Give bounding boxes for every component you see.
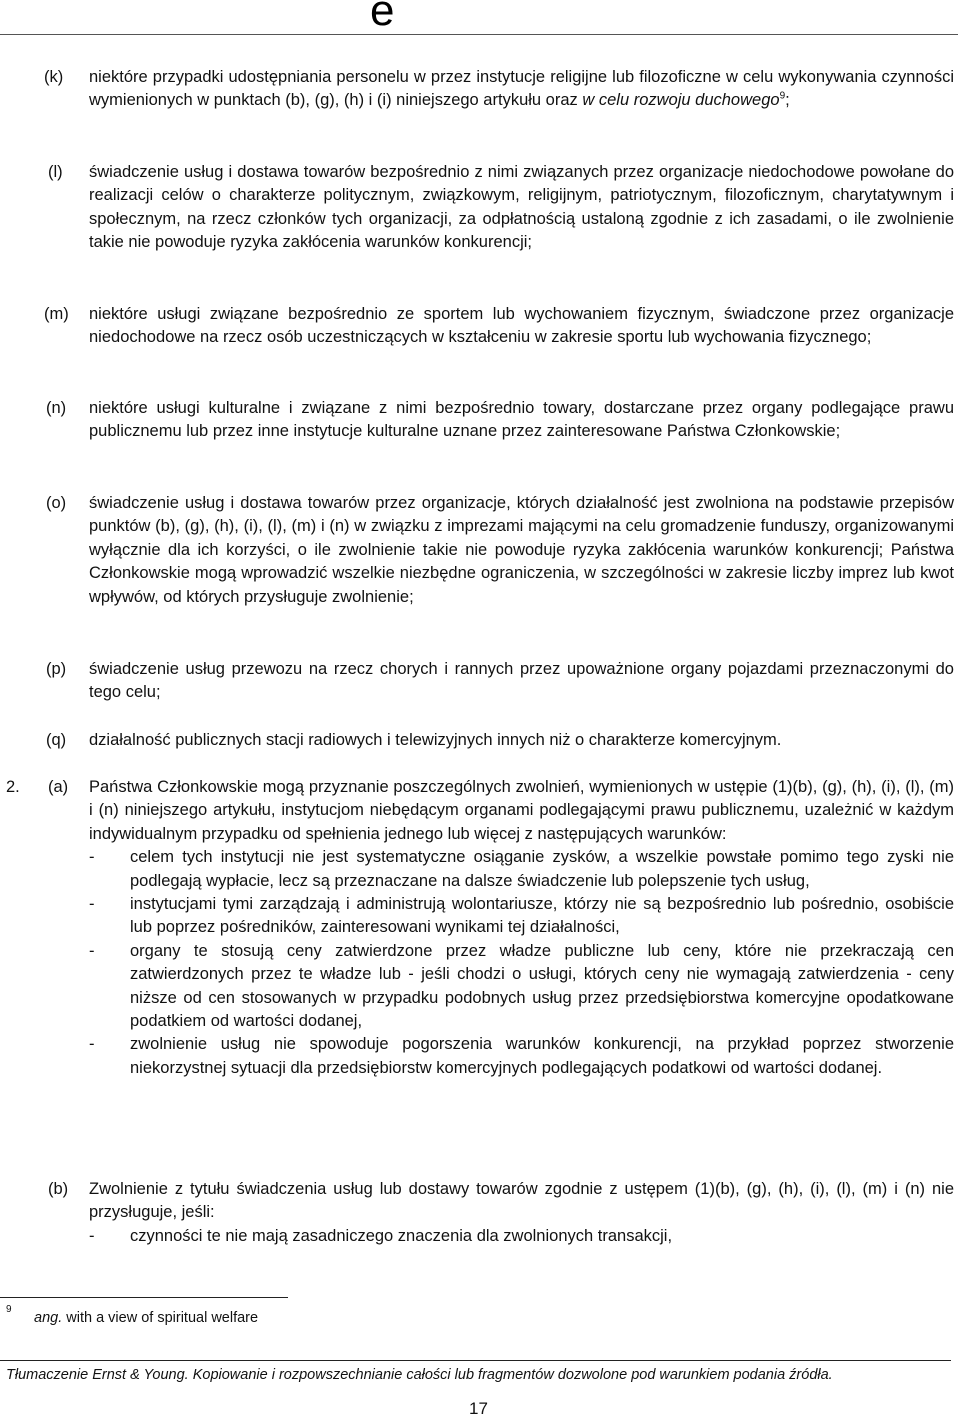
- logo-mark: e: [370, 0, 395, 35]
- item-label: (o): [46, 494, 67, 512]
- page-number: 17: [469, 1399, 488, 1418]
- footer-rule: [0, 1360, 951, 1361]
- item-text: [89, 776, 954, 1080]
- item-label: (q): [46, 731, 67, 749]
- dash-bullet: -: [89, 895, 95, 914]
- item-label: (a): [48, 778, 69, 796]
- dash-list-item: - instytucjami tymi zarządzają i administrują wolontariusze, którzy nie są bezpośrednio lub pośrednio, osobiście lub poprzez pośredników, zainteresowani wynikami tej działalności,: [89, 895, 954, 937]
- dash-list-item: - organy te stosują ceny zatwierdzone przez władze publiczne lub ceny, które nie przekraczają cen zatwierdzonych przez te władze lub - jeśli chodzi o usługi, których ceny nie wymagają zatwierdzenia - ceny niższe od cen stosowanych w przypadku podobnych usług przez przedsiębiorstwa komercyjne opodatkowane podatkiem od wartości dodanej,: [89, 941, 954, 1031]
- section-2b-intro: Zwolnienie z tytułu świadczenia usług lub dostawy towarów zgodnie z ustępem (1)(b), (g), (h), (i), (l), (m) i (n) nie przysługuje, jeśli:: [89, 1180, 954, 1222]
- item-text: niektóre przypadki udostępniania personelu w przez instytucje religijne lub filozoficzne w celu wykonywania czynności wymienionych w punktach (b), (g), (h) i (i) niniejszego artykułu oraz w celu rozwoju duchowego$^9$;: [89, 68, 954, 110]
- item-text: świadczenie usług i dostawa towarów bezpośrednio z nimi związanych przez organizacje niedochodowe powołane do realizacji celów o charakterze politycznym, związkowym, religijnym, patriotycznym, filozoficznym, charytatywnym i społecznym, na rzecz członków tych organizacji, za odpłatnością ustaloną zgodnie z ich zasadami, o ile zwolnienie takie nie powoduje ryzyka zakłócenia warunków konkurencji;: [89, 163, 954, 252]
- dash-list-item: - zwolnienie usług nie spowoduje pogorszenia warunków konkurencji, na przykład poprzez stworzenie niekorzystnej sytuacji dla przedsiębiorstw komercyjnych podlegających podatkowi od wartości dodanej.: [89, 1035, 954, 1077]
- item-label: (l): [48, 163, 63, 181]
- item-text: świadczenie usług przewozu na rzecz chorych i rannych przez upoważnione organy pojazdami przeznaczonymi do tego celu;: [89, 660, 954, 702]
- footnote-rule: [0, 1297, 288, 1298]
- dash-bullet: -: [89, 848, 95, 867]
- item-label: (n): [46, 399, 67, 417]
- item-text: niektóre usługi związane bezpośrednio ze sportem lub wychowaniem fizycznym, świadczone przez organizacje niedochodowe na rzecz osób uczestniczących w kształceniu w zakresie sportu lub wychowania fizycznego;: [89, 305, 954, 347]
- footer-note: Tłumaczenie Ernst & Young. Kopiowanie i rozpowszechnianie całości lub fragmentów dozwolone pod warunkiem podania źródła.: [6, 1367, 833, 1383]
- item-label: (k): [44, 68, 64, 86]
- item-label: (p): [46, 660, 67, 678]
- dash-list-item: - czynności te nie mają zasadniczego znaczenia dla zwolnionych transakcji,: [89, 1225, 954, 1248]
- dash-list-item: - celem tych instytucji nie jest systematyczne osiąganie zysków, a wszelkie powstałe pomimo tego zyski nie podlegają wypłacie, lecz są przeznaczane na dalsze świadczenie lub polepszenie tych usług,: [89, 848, 954, 890]
- item-text: [89, 1178, 954, 1248]
- item-text: świadczenie usług i dostawa towarów przez organizacje, których działalność jest zwolniona na podstawie przepisów punktów (b), (g), (h), (i), (l), (m) i (n) w związku z imprezami mającymi na celu gromadzenie funduszy, organizowanymi wyłącznie dla ich korzyści, o ile zwolnienie takie nie powoduje ryzyka zakłócenia warunków konkurencji; Państwa Członkowskie mogą wprowadzić wszelkie niezbędne ograniczenia, w szczególności w zakresie liczby imprez lub kwot wpływów, od których przysługuje zwolnienie;: [89, 494, 954, 606]
- footnote-mark: 9: [6, 1304, 12, 1315]
- item-text: działalność publicznych stacji radiowych i telewizyjnych innych niż o charakterze komercyjnym.: [89, 731, 782, 749]
- dash-bullet: -: [89, 941, 95, 960]
- footnote-text: ang. with a view of spiritual welfare: [34, 1310, 259, 1326]
- section-number: 2.: [6, 778, 20, 796]
- dash-bullet: -: [89, 1035, 95, 1054]
- section-2a-intro: Państwa Członkowskie mogą przyznanie poszczególnych zwolnień, wymienionych w ustępie (1)(b), (g), (h), (i), (l), (m) i (n) niniejszego artykułu, instytucjom niebędącym organami podlegającymi prawu publicznemu, uzależnić w każdym indywidualnym przypadku od spełnienia jednego lub więcej z następujących warunków:: [89, 778, 954, 843]
- dash-bullet: -: [89, 1226, 95, 1245]
- footnote-prefix: ang.: [34, 1310, 63, 1326]
- item-text: niektóre usługi kulturalne i związane z nimi bezpośrednio towary, dostarczane przez organy podlegające prawu publicznemu lub przez inne instytucje kulturalne uznane przez zainteresowane Państwa Członkowskie;: [89, 399, 954, 441]
- italic-phrase: w celu rozwoju duchowego: [582, 91, 780, 110]
- item-label: (m): [44, 305, 69, 323]
- item-label: (b): [48, 1180, 69, 1198]
- footnote-ref: 9: [779, 90, 786, 102]
- header-rule: [0, 34, 958, 35]
